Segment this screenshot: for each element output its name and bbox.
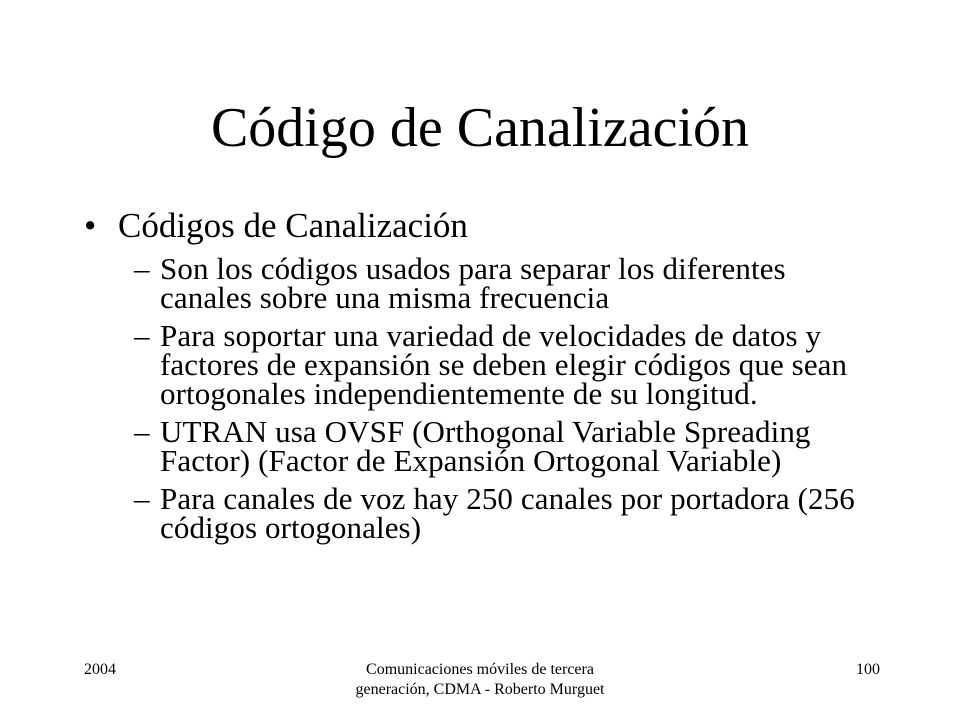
sub-bullet <box>84 414 884 478</box>
footer-year: 2004 <box>84 661 116 678</box>
dash-marker: – <box>134 251 150 286</box>
slide-content <box>84 204 884 551</box>
dash-marker: – <box>134 414 150 449</box>
main-bullet-text: Códigos de Canalización <box>118 206 468 245</box>
slide-title: Código de Canalización <box>210 97 750 159</box>
dash-marker: – <box>134 481 150 516</box>
sub-bullet-text: UTRAN usa OVSF (Orthogonal Variable Spreading Factor) (Factor de Expansión Ortogonal Variable) <box>160 414 811 478</box>
sub-bullet-text: Son los códigos usados para separar los diferentes canales sobre una misma frecuencia <box>160 251 786 315</box>
sub-bullet-text: Para canales de voz hay 250 canales por portadora (256 códigos ortogonales) <box>160 481 855 545</box>
bullet-marker: • <box>84 206 97 245</box>
main-bullet <box>84 204 884 248</box>
sub-bullet <box>84 481 884 545</box>
sub-bullet <box>84 251 884 315</box>
sub-bullet-text: Para soportar una variedad de velocidades de datos y factores de expansión se deben elegir códigos que sean ortogonales independientemente de su longitud. <box>160 318 848 411</box>
footer-course-title: Comunicaciones móviles de tercera generación, CDMA - Roberto Murguet <box>355 661 605 698</box>
sub-bullet-list <box>84 251 884 545</box>
sub-bullet <box>84 318 884 411</box>
dash-marker: – <box>134 318 150 353</box>
footer-page-number: 100 <box>856 661 880 678</box>
